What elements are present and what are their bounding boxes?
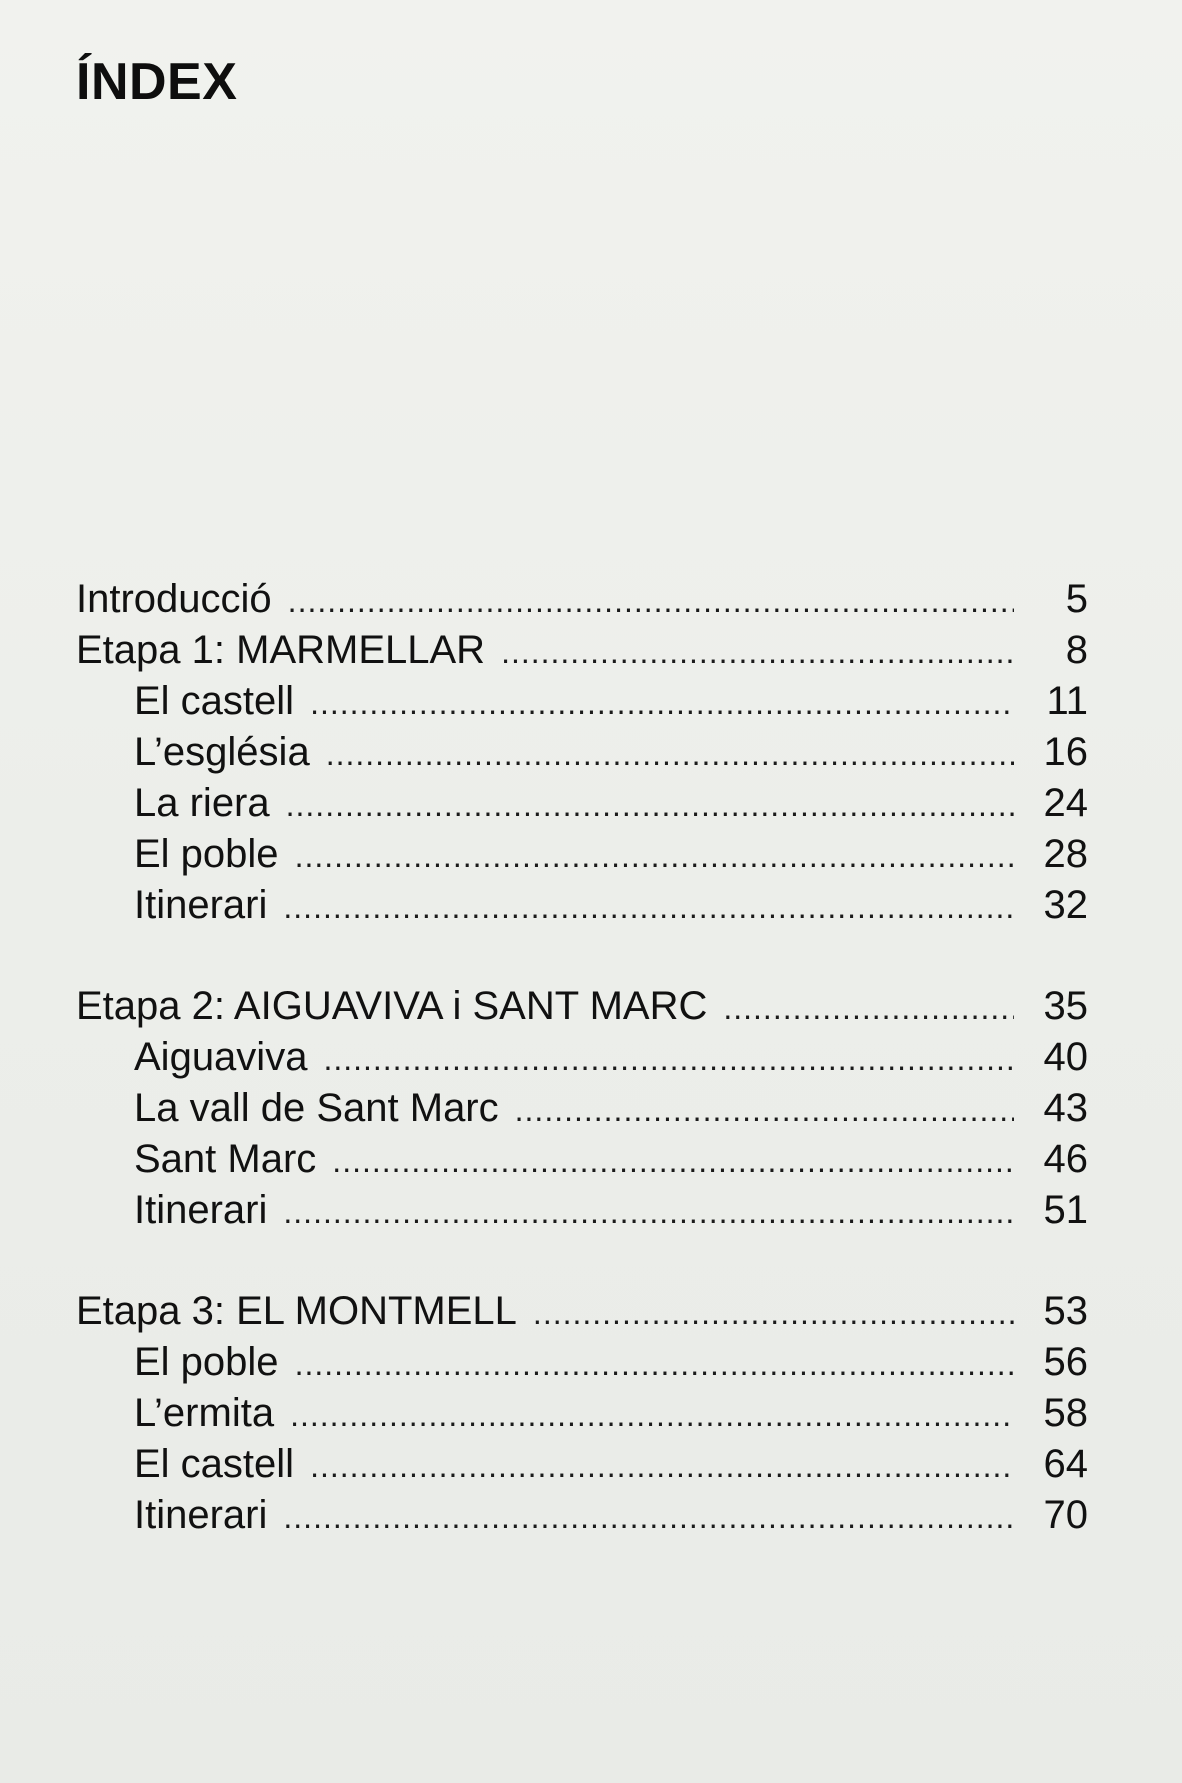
toc-entry [76, 1032, 1088, 1083]
dot-leader [332, 1136, 1014, 1187]
toc-entry-page-number: 16 [1043, 730, 1088, 774]
toc-entry [76, 1439, 1088, 1490]
toc-section-etapa-2 [76, 981, 1088, 1032]
dot-leader [286, 780, 1014, 831]
toc-section-label: Etapa 3: EL MONTMELL [76, 1289, 517, 1333]
toc-entry-label: El poble [134, 832, 279, 876]
toc-entry [76, 1337, 1088, 1388]
toc-entry [76, 1185, 1088, 1236]
toc-entry [76, 829, 1088, 880]
toc-entry-label: La vall de Sant Marc [134, 1086, 499, 1130]
toc-entry-label: Itinerari [134, 1493, 268, 1537]
dot-leader [288, 576, 1014, 627]
dot-leader [295, 1339, 1014, 1390]
toc-entry-label: El castell [134, 679, 295, 723]
toc-entry-page-number: 53 [1043, 1289, 1088, 1333]
dot-leader [295, 831, 1014, 882]
dot-leader [283, 1492, 1014, 1543]
toc-entry-page-number: 46 [1043, 1137, 1088, 1181]
toc-entry-page-number: 28 [1043, 832, 1088, 876]
table-of-contents [76, 574, 1088, 1541]
dot-leader [323, 1034, 1014, 1085]
toc-entry-introduccio [76, 574, 1088, 625]
dot-leader [501, 627, 1014, 678]
toc-entry-label: L’ermita [134, 1391, 275, 1435]
toc-entry-page-number: 51 [1043, 1188, 1088, 1232]
toc-entry [76, 778, 1088, 829]
toc-entry-page-number: 70 [1043, 1493, 1088, 1537]
toc-entry-label: Itinerari [134, 883, 268, 927]
toc-section-label: Etapa 1: MARMELLAR [76, 628, 486, 672]
toc-entry-page-number: 35 [1043, 984, 1088, 1028]
toc-entry-label: Introducció [76, 577, 272, 621]
dot-leader [310, 1441, 1014, 1492]
toc-entry-label: Aiguaviva [134, 1035, 308, 1079]
toc-entry [76, 1490, 1088, 1541]
dot-leader [515, 1085, 1014, 1136]
toc-entry [76, 676, 1088, 727]
dot-leader [283, 882, 1014, 933]
dot-leader [326, 729, 1014, 780]
toc-entry-page-number: 58 [1043, 1391, 1088, 1435]
dot-leader [290, 1390, 1014, 1441]
toc-entry-label: El castell [134, 1442, 295, 1486]
toc-entry-page-number: 64 [1043, 1442, 1088, 1486]
toc-entry-label: El poble [134, 1340, 279, 1384]
toc-entry [76, 1134, 1088, 1185]
toc-section-label: Etapa 2: AIGUAVIVA i SANT MARC [76, 984, 708, 1028]
toc-entry-page-number: 56 [1043, 1340, 1088, 1384]
toc-entry-page-number: 32 [1043, 883, 1088, 927]
toc-entry-page-number: 40 [1043, 1035, 1088, 1079]
toc-entry-label: L’església [134, 730, 310, 774]
toc-entry [76, 727, 1088, 778]
toc-section-etapa-3 [76, 1286, 1088, 1337]
dot-leader [310, 678, 1014, 729]
dot-leader [283, 1187, 1014, 1238]
toc-entry-page-number: 8 [1065, 628, 1088, 672]
toc-entry-label: Itinerari [134, 1188, 268, 1232]
toc-entry-label: La riera [134, 781, 270, 825]
dot-leader [723, 983, 1014, 1034]
dot-leader [533, 1288, 1014, 1339]
toc-entry-label: Sant Marc [134, 1137, 317, 1181]
toc-entry-page-number: 43 [1043, 1086, 1088, 1130]
toc-entry-page-number: 5 [1065, 577, 1088, 621]
toc-section-etapa-1 [76, 625, 1088, 676]
toc-entry [76, 1083, 1088, 1134]
toc-entry [76, 880, 1088, 931]
page-title: ÍNDEX [76, 53, 238, 111]
toc-entry-page-number: 11 [1046, 679, 1088, 723]
toc-entry-page-number: 24 [1043, 781, 1088, 825]
toc-entry [76, 1388, 1088, 1439]
